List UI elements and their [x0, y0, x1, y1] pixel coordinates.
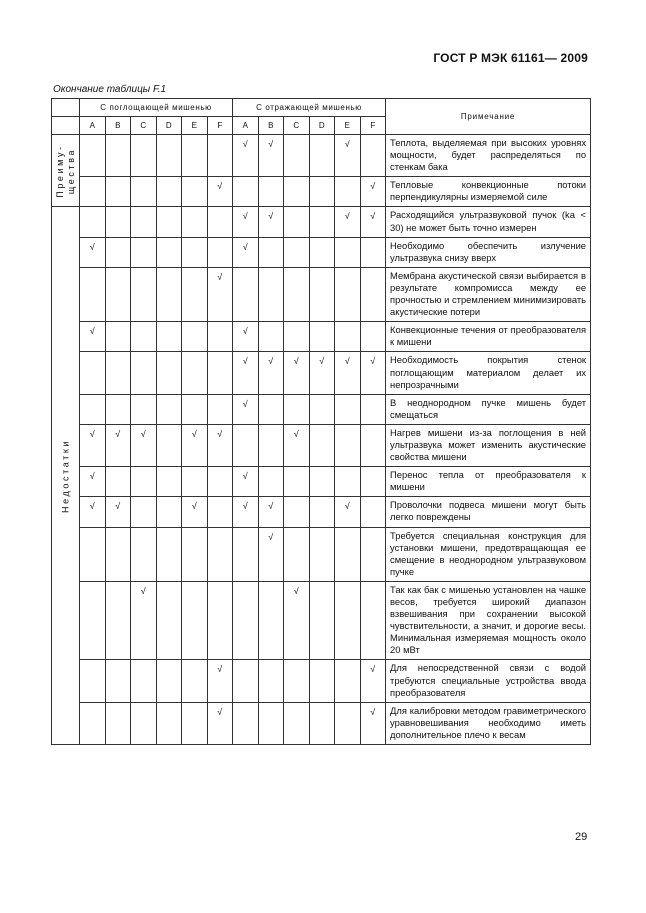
table-row — [52, 267, 591, 321]
check-cell — [156, 424, 182, 466]
check-cell — [258, 237, 284, 267]
check-mark-icon: √ — [268, 531, 274, 542]
check-cell — [309, 424, 335, 466]
check-cell — [233, 467, 259, 497]
check-cell — [207, 177, 233, 207]
check-cell — [131, 207, 157, 237]
check-cell — [335, 660, 361, 702]
check-mark-icon: √ — [217, 664, 223, 675]
check-cell — [182, 702, 208, 744]
check-cell — [258, 267, 284, 321]
note-cell: В неоднородном пучке мишень будет смещаться — [386, 394, 591, 424]
check-mark-icon: √ — [217, 428, 223, 439]
check-cell — [207, 467, 233, 497]
check-cell — [284, 394, 310, 424]
check-cell — [233, 394, 259, 424]
check-cell — [360, 424, 386, 466]
check-cell — [335, 177, 361, 207]
check-cell — [258, 527, 284, 581]
check-cell — [335, 267, 361, 321]
check-cell — [182, 267, 208, 321]
table-row — [52, 660, 591, 702]
column-header: B — [258, 117, 284, 135]
check-cell — [131, 467, 157, 497]
note-cell: Теплота, выделяемая при высоких уровнях мощности, будет распределяться по стенкам бака — [386, 135, 591, 177]
check-cell — [284, 177, 310, 207]
check-cell — [182, 135, 208, 177]
check-cell — [156, 177, 182, 207]
check-cell — [207, 267, 233, 321]
check-cell — [131, 177, 157, 207]
check-cell — [284, 467, 310, 497]
check-cell — [335, 527, 361, 581]
check-cell — [284, 135, 310, 177]
note-cell: Так как бак с мишенью установлен на чашке весов, требуется широкий диапазон взвешивания при сохранении высокой чувствительности, а значит, и дорогие весы. Минимальная измеряемая мощность около 20 мВт — [386, 581, 591, 660]
check-cell — [131, 702, 157, 744]
check-cell — [80, 177, 106, 207]
check-cell — [207, 322, 233, 352]
check-cell — [309, 352, 335, 394]
check-cell — [105, 702, 131, 744]
table-row — [52, 177, 591, 207]
check-cell — [131, 237, 157, 267]
check-cell — [258, 424, 284, 466]
table-f1 — [51, 98, 591, 745]
check-cell — [105, 135, 131, 177]
check-cell — [207, 135, 233, 177]
check-cell — [156, 497, 182, 527]
check-mark-icon: √ — [217, 181, 223, 192]
table-row — [52, 581, 591, 660]
check-cell — [207, 352, 233, 394]
check-cell — [156, 467, 182, 497]
category-cell-disadvantages — [52, 207, 80, 745]
header-note: Примечание — [386, 99, 591, 135]
check-mark-icon: √ — [370, 706, 376, 717]
check-cell — [207, 424, 233, 466]
check-cell — [309, 497, 335, 527]
column-header: A — [233, 117, 259, 135]
column-header: D — [309, 117, 335, 135]
check-mark-icon: √ — [319, 356, 325, 367]
check-cell — [284, 207, 310, 237]
check-cell — [182, 207, 208, 237]
check-mark-icon: √ — [242, 356, 248, 367]
check-cell — [131, 135, 157, 177]
check-cell — [156, 135, 182, 177]
table-row — [52, 424, 591, 466]
check-cell — [182, 237, 208, 267]
check-cell — [207, 497, 233, 527]
check-cell — [233, 207, 259, 237]
check-cell — [80, 424, 106, 466]
table-row — [52, 467, 591, 497]
check-cell — [233, 527, 259, 581]
check-cell — [335, 702, 361, 744]
column-header: D — [156, 117, 182, 135]
check-cell — [182, 497, 208, 527]
check-cell — [207, 394, 233, 424]
check-cell — [335, 424, 361, 466]
check-cell — [182, 394, 208, 424]
check-cell — [131, 267, 157, 321]
check-cell — [105, 237, 131, 267]
check-cell — [105, 267, 131, 321]
check-cell — [156, 702, 182, 744]
table-body — [52, 135, 591, 745]
note-cell: Требуется специальная конструкция для установки мишени, предотвращающая ее смещение в неоднородном ультразвуковом пучке — [386, 527, 591, 581]
check-cell — [182, 352, 208, 394]
header-corner-cell — [52, 99, 80, 117]
check-cell — [156, 207, 182, 237]
check-cell — [207, 207, 233, 237]
table-row — [52, 322, 591, 352]
check-cell — [233, 237, 259, 267]
check-cell — [360, 135, 386, 177]
check-cell — [360, 177, 386, 207]
check-cell — [131, 581, 157, 660]
check-cell — [182, 177, 208, 207]
check-cell — [360, 660, 386, 702]
header-absorbing-target: С поглощающей мишенью — [80, 99, 233, 117]
check-cell — [284, 497, 310, 527]
check-mark-icon: √ — [242, 501, 248, 512]
check-mark-icon: √ — [242, 398, 248, 409]
check-cell — [284, 581, 310, 660]
check-cell — [360, 702, 386, 744]
note-cell: Конвекционные течения от преобразователя к мишени — [386, 322, 591, 352]
check-mark-icon: √ — [115, 428, 121, 439]
check-cell — [309, 207, 335, 237]
check-cell — [258, 660, 284, 702]
check-mark-icon: √ — [89, 428, 95, 439]
check-cell — [309, 581, 335, 660]
table-row — [52, 237, 591, 267]
check-cell — [182, 322, 208, 352]
check-cell — [156, 352, 182, 394]
check-cell — [105, 352, 131, 394]
check-cell — [309, 237, 335, 267]
check-cell — [258, 207, 284, 237]
check-cell — [131, 394, 157, 424]
check-cell — [80, 467, 106, 497]
check-cell — [284, 267, 310, 321]
check-cell — [335, 322, 361, 352]
note-cell: Необходимо обеспечить излучение ультразвука снизу вверх — [386, 237, 591, 267]
check-mark-icon: √ — [140, 428, 146, 439]
table-row — [52, 497, 591, 527]
check-cell — [156, 527, 182, 581]
check-cell — [258, 394, 284, 424]
check-cell — [335, 237, 361, 267]
check-cell — [360, 467, 386, 497]
column-header: A — [80, 117, 106, 135]
check-cell — [360, 352, 386, 394]
check-cell — [233, 352, 259, 394]
check-cell — [105, 177, 131, 207]
check-cell — [309, 467, 335, 497]
note-cell: Расходящийся ультразвуковой пучок (ka < 30) не может быть точно измерен — [386, 207, 591, 237]
check-mark-icon: √ — [344, 211, 350, 222]
check-cell — [284, 352, 310, 394]
column-header: E — [335, 117, 361, 135]
check-cell — [258, 177, 284, 207]
check-cell — [105, 581, 131, 660]
check-mark-icon: √ — [89, 241, 95, 252]
column-header: B — [105, 117, 131, 135]
check-cell — [156, 394, 182, 424]
check-cell — [80, 527, 106, 581]
check-cell — [360, 394, 386, 424]
check-cell — [207, 527, 233, 581]
check-cell — [284, 702, 310, 744]
check-cell — [80, 322, 106, 352]
note-cell: Нагрев мишени из-за поглощения в ней ультразвука может изменить акустические свойства мишени — [386, 424, 591, 466]
check-cell — [309, 135, 335, 177]
check-cell — [80, 394, 106, 424]
table-row — [52, 352, 591, 394]
check-cell — [233, 497, 259, 527]
check-cell — [233, 177, 259, 207]
check-cell — [105, 527, 131, 581]
check-cell — [105, 497, 131, 527]
check-mark-icon: √ — [293, 356, 299, 367]
note-cell: Тепловые конвекционные потоки перпендикулярны измеряемой силе — [386, 177, 591, 207]
table-caption: Окончание таблицы F.1 — [53, 84, 167, 95]
check-cell — [131, 527, 157, 581]
check-cell — [156, 581, 182, 660]
check-cell — [182, 424, 208, 466]
check-mark-icon: √ — [115, 501, 121, 512]
check-mark-icon: √ — [268, 139, 274, 149]
column-header: E — [182, 117, 208, 135]
check-mark-icon: √ — [191, 501, 197, 512]
check-cell — [335, 207, 361, 237]
check-cell — [105, 660, 131, 702]
check-cell — [309, 660, 335, 702]
check-cell — [233, 267, 259, 321]
check-cell — [284, 237, 310, 267]
column-header: C — [131, 117, 157, 135]
check-cell — [309, 702, 335, 744]
check-cell — [335, 352, 361, 394]
check-mark-icon: √ — [293, 585, 299, 596]
document-header: ГОСТ Р МЭК 61161— 2009 — [433, 51, 588, 65]
check-cell — [360, 322, 386, 352]
check-cell — [233, 660, 259, 702]
check-cell — [309, 527, 335, 581]
check-cell — [258, 702, 284, 744]
check-cell — [233, 135, 259, 177]
note-cell: Перенос тепла от преобразователя к мишени — [386, 467, 591, 497]
header-row-groups — [52, 99, 591, 117]
check-mark-icon: √ — [140, 585, 146, 596]
check-cell — [105, 467, 131, 497]
check-cell — [258, 581, 284, 660]
check-mark-icon: √ — [89, 471, 95, 482]
note-cell: Мембрана акустической связи выбирается в результате компромисса между ее прочностью и стремлением минимизировать акустические потери — [386, 267, 591, 321]
check-cell — [80, 702, 106, 744]
column-header: C — [284, 117, 310, 135]
check-cell — [284, 527, 310, 581]
check-mark-icon: √ — [89, 501, 95, 512]
check-cell — [335, 135, 361, 177]
check-cell — [309, 267, 335, 321]
header-corner-cell-lower — [52, 117, 80, 135]
check-cell — [156, 322, 182, 352]
check-mark-icon: √ — [89, 326, 95, 337]
check-cell — [182, 527, 208, 581]
check-mark-icon: √ — [191, 428, 197, 439]
check-cell — [258, 135, 284, 177]
check-cell — [360, 207, 386, 237]
check-cell — [156, 237, 182, 267]
check-cell — [233, 322, 259, 352]
check-cell — [80, 352, 106, 394]
table-row — [52, 207, 591, 237]
note-cell: Необходимость покрытия стенок поглощающим материалом делает их непрозрачными — [386, 352, 591, 394]
check-cell — [207, 581, 233, 660]
check-cell — [335, 497, 361, 527]
check-cell — [80, 237, 106, 267]
table-row — [52, 702, 591, 744]
check-cell — [309, 394, 335, 424]
check-cell — [80, 207, 106, 237]
check-mark-icon: √ — [242, 139, 248, 149]
check-cell — [284, 424, 310, 466]
check-mark-icon: √ — [344, 501, 350, 512]
check-cell — [258, 352, 284, 394]
check-cell — [80, 497, 106, 527]
check-cell — [284, 660, 310, 702]
check-cell — [105, 424, 131, 466]
table-row — [52, 527, 591, 581]
check-cell — [80, 267, 106, 321]
check-cell — [258, 497, 284, 527]
check-cell — [182, 660, 208, 702]
check-mark-icon: √ — [268, 356, 274, 367]
check-cell — [105, 207, 131, 237]
check-cell — [131, 424, 157, 466]
check-cell — [105, 394, 131, 424]
check-cell — [182, 581, 208, 660]
check-cell — [335, 394, 361, 424]
check-mark-icon: √ — [217, 706, 223, 717]
check-cell — [131, 497, 157, 527]
check-cell — [207, 702, 233, 744]
check-mark-icon: √ — [242, 241, 248, 252]
check-mark-icon: √ — [344, 356, 350, 367]
check-cell — [233, 581, 259, 660]
column-header: F — [207, 117, 233, 135]
check-cell — [131, 322, 157, 352]
check-cell — [156, 660, 182, 702]
page-number: 29 — [575, 831, 588, 843]
check-mark-icon: √ — [370, 664, 376, 675]
check-cell — [80, 135, 106, 177]
check-cell — [360, 237, 386, 267]
table-row — [52, 135, 591, 177]
check-mark-icon: √ — [268, 501, 274, 512]
check-mark-icon: √ — [370, 356, 376, 367]
note-cell: Для непосредственной связи с водой требуются специальные устройства ввода преобразователя — [386, 660, 591, 702]
check-mark-icon: √ — [268, 211, 274, 222]
check-cell — [80, 581, 106, 660]
note-cell: Для калибровки методом гравиметрического уравновешивания необходимо иметь дополнительное плечо к весам — [386, 702, 591, 744]
check-mark-icon: √ — [242, 211, 248, 222]
check-cell — [207, 660, 233, 702]
check-cell — [131, 660, 157, 702]
check-cell — [309, 322, 335, 352]
check-cell — [258, 322, 284, 352]
check-cell — [360, 497, 386, 527]
check-mark-icon: √ — [242, 471, 248, 482]
category-label: Недостатки — [60, 438, 70, 513]
check-mark-icon: √ — [344, 139, 350, 149]
check-cell — [335, 467, 361, 497]
check-cell — [258, 467, 284, 497]
check-cell — [360, 581, 386, 660]
check-cell — [156, 267, 182, 321]
check-mark-icon: √ — [293, 428, 299, 439]
check-cell — [182, 467, 208, 497]
check-cell — [207, 237, 233, 267]
check-mark-icon: √ — [370, 211, 376, 222]
check-cell — [284, 322, 310, 352]
note-cell: Проволочки подвеса мишени могут быть легко повреждены — [386, 497, 591, 527]
check-cell — [309, 177, 335, 207]
category-label: Преиму- щества — [54, 143, 76, 198]
column-header: F — [360, 117, 386, 135]
check-mark-icon: √ — [370, 181, 376, 192]
check-cell — [360, 527, 386, 581]
check-cell — [105, 322, 131, 352]
table-row — [52, 394, 591, 424]
check-cell — [360, 267, 386, 321]
header-reflecting-target: С отражающей мишенью — [233, 99, 386, 117]
check-cell — [131, 352, 157, 394]
check-mark-icon: √ — [242, 326, 248, 337]
check-cell — [80, 660, 106, 702]
check-cell — [233, 424, 259, 466]
check-mark-icon: √ — [217, 271, 223, 282]
category-cell-advantages — [52, 135, 80, 207]
check-cell — [335, 581, 361, 660]
check-cell — [233, 702, 259, 744]
